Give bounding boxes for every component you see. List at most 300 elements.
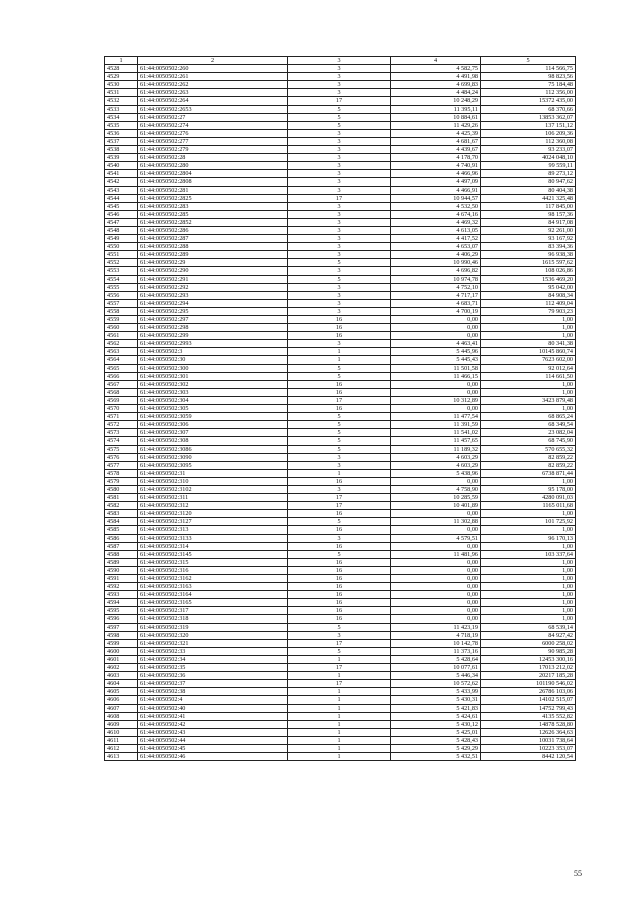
cadastral-value-cell: 68 539,14 <box>481 623 576 631</box>
group-code-cell: 17 <box>288 494 391 502</box>
row-number-cell: 4546 <box>105 210 138 218</box>
row-number-cell: 4550 <box>105 243 138 251</box>
row-number-cell: 4588 <box>105 550 138 558</box>
row-number-cell: 4551 <box>105 251 138 259</box>
table-row <box>105 728 576 736</box>
row-number-cell: 4549 <box>105 235 138 243</box>
cadastral-value-cell: 10145 860,74 <box>481 348 576 356</box>
table-row <box>105 502 576 510</box>
row-number-cell: 4573 <box>105 429 138 437</box>
group-code-cell: 1 <box>288 356 391 364</box>
group-code-cell: 16 <box>288 510 391 518</box>
cadastral-number-cell: 61:44:0050502:2825 <box>138 194 288 202</box>
group-code-cell: 5 <box>288 623 391 631</box>
group-code-cell: 3 <box>288 485 391 493</box>
group-code-cell: 3 <box>288 243 391 251</box>
row-number-cell: 4540 <box>105 162 138 170</box>
row-number-cell: 4595 <box>105 607 138 615</box>
specific-value-cell: 0,00 <box>391 575 481 583</box>
table-row <box>105 421 576 429</box>
cadastral-number-cell: 61:44:0050502:281 <box>138 186 288 194</box>
group-code-cell: 3 <box>288 299 391 307</box>
cadastral-value-cell: 17013 212,02 <box>481 664 576 672</box>
cadastral-number-cell: 61:44:0050502:280 <box>138 162 288 170</box>
specific-value-cell: 5 428,43 <box>391 736 481 744</box>
cadastral-value-cell: 7623 602,00 <box>481 356 576 364</box>
cadastral-value-cell: 93 233,07 <box>481 146 576 154</box>
cadastral-number-cell: 61:44:0050502:3090 <box>138 453 288 461</box>
specific-value-cell: 4 178,70 <box>391 154 481 162</box>
group-code-cell: 16 <box>288 607 391 615</box>
specific-value-cell: 4 417,52 <box>391 235 481 243</box>
cadastral-value-cell: 10223 353,07 <box>481 744 576 752</box>
specific-value-cell: 4 406,29 <box>391 251 481 259</box>
cadastral-number-cell: 61:44:0050502:3145 <box>138 550 288 558</box>
specific-value-cell: 11 466,15 <box>391 372 481 380</box>
table-body <box>105 65 576 761</box>
cadastral-number-cell: 61:44:0050502:3059 <box>138 413 288 421</box>
group-code-cell: 3 <box>288 178 391 186</box>
group-code-cell: 17 <box>288 194 391 202</box>
group-code-cell: 1 <box>288 348 391 356</box>
cadastral-value-cell: 95 178,00 <box>481 485 576 493</box>
cadastral-value-cell: 80 404,38 <box>481 186 576 194</box>
specific-value-cell: 10 401,89 <box>391 502 481 510</box>
group-code-cell: 16 <box>288 575 391 583</box>
row-number-cell: 4582 <box>105 502 138 510</box>
row-number-cell: 4609 <box>105 720 138 728</box>
row-number-cell: 4556 <box>105 291 138 299</box>
specific-value-cell: 0,00 <box>391 332 481 340</box>
cadastral-value-cell: 106 209,36 <box>481 129 576 137</box>
specific-value-cell: 5 433,99 <box>391 688 481 696</box>
specific-value-cell: 11 302,88 <box>391 518 481 526</box>
cadastral-number-cell: 61:44:0050502:298 <box>138 324 288 332</box>
specific-value-cell: 10 142,78 <box>391 639 481 647</box>
specific-value-cell: 0,00 <box>391 542 481 550</box>
cadastral-number-cell: 61:44:0050502:313 <box>138 526 288 534</box>
cadastral-number-cell: 61:44:0050502:316 <box>138 566 288 574</box>
specific-value-cell: 0,00 <box>391 388 481 396</box>
table-row <box>105 324 576 332</box>
row-number-cell: 4559 <box>105 316 138 324</box>
specific-value-cell: 4 484,24 <box>391 89 481 97</box>
table-row <box>105 332 576 340</box>
cadastral-number-cell: 61:44:0050502:315 <box>138 558 288 566</box>
row-number-cell: 4602 <box>105 664 138 672</box>
cadastral-value-cell: 14102 515,07 <box>481 696 576 704</box>
row-number-cell: 4555 <box>105 283 138 291</box>
group-code-cell: 1 <box>288 736 391 744</box>
cadastral-number-cell: 61:44:0050502:274 <box>138 121 288 129</box>
row-number-cell: 4613 <box>105 753 138 761</box>
group-code-cell: 1 <box>288 696 391 704</box>
group-code-cell: 1 <box>288 469 391 477</box>
group-code-cell: 17 <box>288 664 391 672</box>
row-number-cell: 4554 <box>105 275 138 283</box>
specific-value-cell: 10 990,46 <box>391 259 481 267</box>
specific-value-cell: 11 457,65 <box>391 437 481 445</box>
specific-value-cell: 0,00 <box>391 558 481 566</box>
table-row <box>105 558 576 566</box>
cadastral-value-cell: 68 865,24 <box>481 413 576 421</box>
cadastral-number-cell: 61:44:0050502:3133 <box>138 534 288 542</box>
group-code-cell: 16 <box>288 615 391 623</box>
table-row <box>105 97 576 105</box>
cadastral-value-cell: 68 370,66 <box>481 105 576 113</box>
specific-value-cell: 0,00 <box>391 591 481 599</box>
cadastral-value-cell: 96 170,13 <box>481 534 576 542</box>
table-row <box>105 510 576 518</box>
table-row <box>105 599 576 607</box>
cadastral-value-cell: 1,00 <box>481 380 576 388</box>
cadastral-value-cell: 1536 469,20 <box>481 275 576 283</box>
cadastral-number-cell: 61:44:0050502:307 <box>138 429 288 437</box>
table-row <box>105 736 576 744</box>
cadastral-number-cell: 61:44:0050502:29 <box>138 259 288 267</box>
table-row <box>105 526 576 534</box>
cadastral-value-cell: 137 151,12 <box>481 121 576 129</box>
table-row <box>105 340 576 348</box>
table-row <box>105 672 576 680</box>
cadastral-value-cell: 101 725,92 <box>481 518 576 526</box>
specific-value-cell: 4 466,91 <box>391 186 481 194</box>
row-number-cell: 4557 <box>105 299 138 307</box>
specific-value-cell: 11 477,54 <box>391 413 481 421</box>
cadastral-number-cell: 61:44:0050502:302 <box>138 380 288 388</box>
row-number-cell: 4544 <box>105 194 138 202</box>
row-number-cell: 4592 <box>105 583 138 591</box>
table-row <box>105 113 576 121</box>
group-code-cell: 3 <box>288 73 391 81</box>
group-code-cell: 5 <box>288 113 391 121</box>
specific-value-cell: 11 541,02 <box>391 429 481 437</box>
cadastral-number-cell: 61:44:0050502:301 <box>138 372 288 380</box>
table-row <box>105 429 576 437</box>
specific-value-cell: 5 424,61 <box>391 712 481 720</box>
row-number-cell: 4596 <box>105 615 138 623</box>
row-number-cell: 4585 <box>105 526 138 534</box>
specific-value-cell: 4 740,91 <box>391 162 481 170</box>
cadastral-value-cell: 1,00 <box>481 591 576 599</box>
cadastral-number-cell: 61:44:0050502:317 <box>138 607 288 615</box>
specific-value-cell: 5 445,96 <box>391 348 481 356</box>
table-row <box>105 753 576 761</box>
cadastral-number-cell: 61:44:0050502:287 <box>138 235 288 243</box>
specific-value-cell: 4 466,96 <box>391 170 481 178</box>
group-code-cell: 1 <box>288 688 391 696</box>
cadastral-value-cell: 1,00 <box>481 542 576 550</box>
column-header: 4 <box>391 57 481 65</box>
table-row <box>105 235 576 243</box>
cadastral-value-cell: 82 859,22 <box>481 453 576 461</box>
group-code-cell: 3 <box>288 534 391 542</box>
table-row <box>105 121 576 129</box>
group-code-cell: 5 <box>288 372 391 380</box>
group-code-cell: 16 <box>288 405 391 413</box>
group-code-cell: 5 <box>288 105 391 113</box>
cadastral-value-cell: 75 184,48 <box>481 81 576 89</box>
table-row <box>105 453 576 461</box>
group-code-cell: 5 <box>288 259 391 267</box>
table-row <box>105 550 576 558</box>
row-number-cell: 4579 <box>105 477 138 485</box>
row-number-cell: 4580 <box>105 485 138 493</box>
table-row <box>105 413 576 421</box>
group-code-cell: 3 <box>288 210 391 218</box>
group-code-cell: 16 <box>288 316 391 324</box>
group-code-cell: 3 <box>288 170 391 178</box>
column-header: 2 <box>138 57 288 65</box>
cadastral-number-cell: 61:44:0050502:46 <box>138 753 288 761</box>
group-code-cell: 3 <box>288 461 391 469</box>
cadastral-value-cell: 1,00 <box>481 324 576 332</box>
row-number-cell: 4610 <box>105 728 138 736</box>
group-code-cell: 3 <box>288 154 391 162</box>
table-row <box>105 267 576 275</box>
cadastral-number-cell: 61:44:0050502:305 <box>138 405 288 413</box>
cadastral-value-cell: 1165 011,68 <box>481 502 576 510</box>
cadastral-value-cell: 1,00 <box>481 607 576 615</box>
group-code-cell: 17 <box>288 396 391 404</box>
group-code-cell: 3 <box>288 89 391 97</box>
specific-value-cell: 0,00 <box>391 405 481 413</box>
table-row <box>105 631 576 639</box>
cadastral-number-cell: 61:44:0050502:3102 <box>138 485 288 493</box>
specific-value-cell: 0,00 <box>391 599 481 607</box>
cadastral-value-cell: 6000 258,02 <box>481 639 576 647</box>
table-row <box>105 607 576 615</box>
specific-value-cell: 5 425,01 <box>391 728 481 736</box>
cadastral-value-cell: 112 360,08 <box>481 137 576 145</box>
cadastral-value-cell: 1,00 <box>481 583 576 591</box>
specific-value-cell: 11 189,32 <box>391 445 481 453</box>
specific-value-cell: 4 752,10 <box>391 283 481 291</box>
row-number-cell: 4604 <box>105 680 138 688</box>
table-row <box>105 396 576 404</box>
cadastral-value-cell: 6738 871,44 <box>481 469 576 477</box>
cadastral-number-cell: 61:44:0050502:3127 <box>138 518 288 526</box>
table-row <box>105 218 576 226</box>
table-row <box>105 146 576 154</box>
cadastral-value-cell: 101190 546,02 <box>481 680 576 688</box>
group-code-cell: 3 <box>288 226 391 234</box>
cadastral-number-cell: 61:44:0050502:3162 <box>138 575 288 583</box>
group-code-cell: 3 <box>288 283 391 291</box>
row-number-cell: 4591 <box>105 575 138 583</box>
row-number-cell: 4598 <box>105 631 138 639</box>
specific-value-cell: 0,00 <box>391 583 481 591</box>
cadastral-value-cell: 1,00 <box>481 575 576 583</box>
table-row <box>105 202 576 210</box>
cadastral-value-cell: 12626 364,63 <box>481 728 576 736</box>
cadastral-number-cell: 61:44:0050502:283 <box>138 202 288 210</box>
specific-value-cell: 0,00 <box>391 607 481 615</box>
table-row <box>105 372 576 380</box>
row-number-cell: 4583 <box>105 510 138 518</box>
table-row <box>105 704 576 712</box>
row-number-cell: 4535 <box>105 121 138 129</box>
table-row <box>105 494 576 502</box>
specific-value-cell: 4 603,29 <box>391 461 481 469</box>
specific-value-cell: 4 700,19 <box>391 307 481 315</box>
table-row <box>105 210 576 218</box>
cadastral-value-cell: 3423 879,48 <box>481 396 576 404</box>
group-code-cell: 16 <box>288 526 391 534</box>
specific-value-cell: 0,00 <box>391 526 481 534</box>
specific-value-cell: 5 429,29 <box>391 744 481 752</box>
group-code-cell: 1 <box>288 720 391 728</box>
specific-value-cell: 4 613,05 <box>391 226 481 234</box>
specific-value-cell: 10 974,78 <box>391 275 481 283</box>
specific-value-cell: 4 683,71 <box>391 299 481 307</box>
group-code-cell: 16 <box>288 324 391 332</box>
row-number-cell: 4567 <box>105 380 138 388</box>
specific-value-cell: 0,00 <box>391 316 481 324</box>
row-number-cell: 4560 <box>105 324 138 332</box>
group-code-cell: 16 <box>288 380 391 388</box>
table-row <box>105 542 576 550</box>
row-number-cell: 4611 <box>105 736 138 744</box>
cadastral-number-cell: 61:44:0050502:261 <box>138 73 288 81</box>
cadastral-value-cell: 1,00 <box>481 510 576 518</box>
group-code-cell: 16 <box>288 583 391 591</box>
table-row <box>105 348 576 356</box>
group-code-cell: 16 <box>288 591 391 599</box>
cadastral-number-cell: 61:44:0050502:295 <box>138 307 288 315</box>
table-row <box>105 405 576 413</box>
column-header: 5 <box>481 57 576 65</box>
specific-value-cell: 5 438,96 <box>391 469 481 477</box>
group-code-cell: 16 <box>288 558 391 566</box>
group-code-cell: 1 <box>288 728 391 736</box>
group-code-cell: 5 <box>288 550 391 558</box>
group-code-cell: 5 <box>288 445 391 453</box>
cadastral-number-cell: 61:44:0050502:260 <box>138 65 288 73</box>
table-row <box>105 170 576 178</box>
row-number-cell: 4548 <box>105 226 138 234</box>
table-row <box>105 226 576 234</box>
row-number-cell: 4539 <box>105 154 138 162</box>
table-row <box>105 696 576 704</box>
cadastral-number-cell: 61:44:0050502:4 <box>138 696 288 704</box>
cadastral-number-cell: 61:44:0050502:264 <box>138 97 288 105</box>
row-number-cell: 4565 <box>105 364 138 372</box>
row-number-cell: 4552 <box>105 259 138 267</box>
row-number-cell: 4606 <box>105 696 138 704</box>
table-row <box>105 566 576 574</box>
row-number-cell: 4574 <box>105 437 138 445</box>
group-code-cell: 5 <box>288 429 391 437</box>
table-row <box>105 316 576 324</box>
cadastral-value-cell: 114 566,75 <box>481 65 576 73</box>
table-row <box>105 299 576 307</box>
row-number-cell: 4571 <box>105 413 138 421</box>
cadastral-number-cell: 61:44:0050502:292 <box>138 283 288 291</box>
specific-value-cell: 11 391,59 <box>391 421 481 429</box>
table-row <box>105 291 576 299</box>
cadastral-number-cell: 61:44:0050502:43 <box>138 728 288 736</box>
row-number-cell: 4547 <box>105 218 138 226</box>
specific-value-cell: 4 579,51 <box>391 534 481 542</box>
row-number-cell: 4541 <box>105 170 138 178</box>
group-code-cell: 5 <box>288 413 391 421</box>
table-row <box>105 485 576 493</box>
cadastral-value-cell: 570 655,32 <box>481 445 576 453</box>
cadastral-number-cell: 61:44:0050502:2653 <box>138 105 288 113</box>
group-code-cell: 3 <box>288 251 391 259</box>
cadastral-number-cell: 61:44:0050502:41 <box>138 712 288 720</box>
group-code-cell: 17 <box>288 502 391 510</box>
column-header: 1 <box>105 57 138 65</box>
group-code-cell: 3 <box>288 137 391 145</box>
group-code-cell: 3 <box>288 453 391 461</box>
cadastral-number-cell: 61:44:0050502:293 <box>138 291 288 299</box>
row-number-cell: 4600 <box>105 647 138 655</box>
cadastral-value-cell: 26786 103,06 <box>481 688 576 696</box>
cadastral-value-cell: 1,00 <box>481 558 576 566</box>
cadastral-number-cell: 61:44:0050502:2993 <box>138 340 288 348</box>
cadastral-number-cell: 61:44:0050502:3165 <box>138 599 288 607</box>
specific-value-cell: 5 445,43 <box>391 356 481 364</box>
specific-value-cell: 5 428,64 <box>391 655 481 663</box>
table-row <box>105 307 576 315</box>
table-row <box>105 275 576 283</box>
cadastral-number-cell: 61:44:0050502:2852 <box>138 218 288 226</box>
table-row <box>105 647 576 655</box>
cadastral-value-cell: 117 845,00 <box>481 202 576 210</box>
group-code-cell: 1 <box>288 672 391 680</box>
cadastral-value-cell: 1,00 <box>481 599 576 607</box>
cadastral-number-cell: 61:44:0050502:289 <box>138 251 288 259</box>
table-row <box>105 744 576 752</box>
table-row <box>105 477 576 485</box>
table-row <box>105 720 576 728</box>
table-row <box>105 243 576 251</box>
table-row <box>105 437 576 445</box>
row-number-cell: 4597 <box>105 623 138 631</box>
row-number-cell: 4594 <box>105 599 138 607</box>
row-number-cell: 4566 <box>105 372 138 380</box>
group-code-cell: 5 <box>288 647 391 655</box>
cadastral-value-cell: 15372 435,00 <box>481 97 576 105</box>
cadastral-value-cell: 98 823,56 <box>481 73 576 81</box>
table-row <box>105 445 576 453</box>
group-code-cell: 16 <box>288 388 391 396</box>
row-number-cell: 4570 <box>105 405 138 413</box>
row-number-cell: 4531 <box>105 89 138 97</box>
row-number-cell: 4529 <box>105 73 138 81</box>
row-number-cell: 4593 <box>105 591 138 599</box>
specific-value-cell: 11 423,19 <box>391 623 481 631</box>
specific-value-cell: 0,00 <box>391 510 481 518</box>
cadastral-value-cell: 84 917,08 <box>481 218 576 226</box>
group-code-cell: 16 <box>288 332 391 340</box>
specific-value-cell: 10 944,57 <box>391 194 481 202</box>
specific-value-cell: 10 285,59 <box>391 494 481 502</box>
cadastral-number-cell: 61:44:0050502:3164 <box>138 591 288 599</box>
cadastral-number-cell: 61:44:0050502:263 <box>138 89 288 97</box>
group-code-cell: 5 <box>288 437 391 445</box>
cadastral-value-cell: 89 273,12 <box>481 170 576 178</box>
specific-value-cell: 0,00 <box>391 566 481 574</box>
cadastral-value-cell: 1,00 <box>481 405 576 413</box>
cadastral-number-cell: 61:44:0050502:288 <box>138 243 288 251</box>
row-number-cell: 4538 <box>105 146 138 154</box>
group-code-cell: 17 <box>288 680 391 688</box>
specific-value-cell: 4 758,90 <box>391 485 481 493</box>
cadastral-number-cell: 61:44:0050502:291 <box>138 275 288 283</box>
